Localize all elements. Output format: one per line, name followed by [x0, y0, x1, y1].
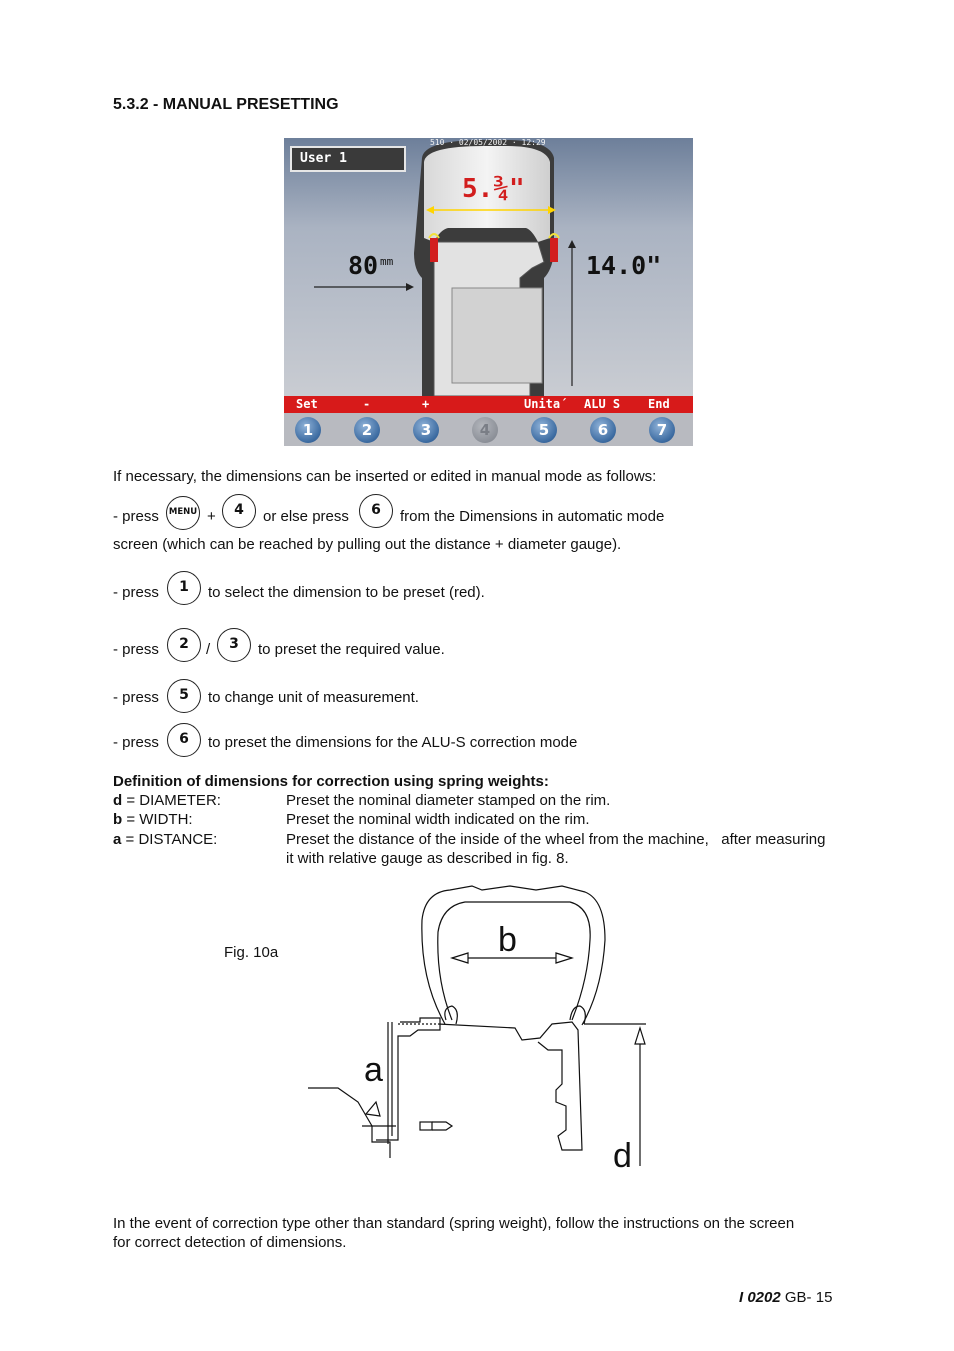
- distance-unit: mm: [380, 255, 394, 268]
- key-6b-icon: 6: [167, 723, 201, 757]
- def-letter: d: [113, 792, 123, 809]
- label-a: a: [364, 1051, 383, 1089]
- wheel-section-diagram: [300, 880, 660, 1180]
- fkey-alus: ALU S: [584, 397, 621, 411]
- def-letter: a: [113, 831, 122, 848]
- key-1-icon: 1: [167, 571, 201, 605]
- step1-orelse: or else press: [263, 508, 349, 525]
- screen-button-2: 2: [354, 417, 380, 443]
- key-5-icon: 5: [167, 679, 201, 713]
- step1-tail: from the Dimensions in automatic mode: [400, 508, 665, 525]
- step3-tail: to preset the required value.: [258, 641, 445, 658]
- screen-button-4: 4: [472, 417, 498, 443]
- definitions-heading: Definition of dimensions for correction using spring weights:: [113, 773, 549, 790]
- step5-tail: to preset the dimensions for the ALU-S correction mode: [208, 734, 578, 751]
- step4-press: - press: [113, 689, 159, 706]
- step1-plus: +: [207, 508, 216, 525]
- step3-press: - press: [113, 641, 159, 658]
- step5-press: - press: [113, 734, 159, 751]
- def-letter: b: [113, 811, 123, 828]
- key-4-icon: 4: [222, 494, 256, 528]
- balancer-screen: [284, 138, 693, 446]
- key-3-icon: 3: [217, 628, 251, 662]
- def-row-a: [113, 830, 217, 849]
- step4-tail: to change unit of measurement.: [208, 689, 419, 706]
- step2-press: - press: [113, 584, 159, 601]
- screen-button-5: 5: [531, 417, 557, 443]
- def-desc: Preset the distance of the inside of the wheel from the machine, after measuring: [286, 831, 826, 848]
- screen-button-7: 7: [649, 417, 675, 443]
- closing-line1: In the event of correction type other than standard (spring weight), follow the instructions on the screen: [113, 1215, 795, 1232]
- key-2-icon: 2: [167, 628, 201, 662]
- page-number: GB- 15: [780, 1289, 833, 1306]
- width-value: 5.¾": [462, 174, 525, 204]
- fkey-set: Set: [296, 397, 318, 411]
- menu-key-icon: MENU: [166, 496, 200, 530]
- function-key-bar: [284, 396, 693, 413]
- label-d: d: [613, 1137, 632, 1175]
- screen-datetime: 510 · 02/05/2002 · 12:29: [430, 138, 546, 147]
- figure-caption: Fig. 10a: [224, 944, 279, 961]
- label-b: b: [498, 921, 517, 959]
- section-title: 5.3.2 - MANUAL PRESETTING: [113, 96, 339, 113]
- def-desc: Preset the nominal width indicated on the rim.: [286, 811, 590, 828]
- step1-line2: screen (which can be reached by pulling out the distance + diameter gauge).: [113, 536, 622, 553]
- screen-user-label: User 1: [290, 146, 406, 172]
- closing-line2: for correct detection of dimensions.: [113, 1234, 347, 1251]
- screen-button-1: 1: [295, 417, 321, 443]
- intro-text: If necessary, the dimensions can be inserted or edited in manual mode as follows:: [113, 468, 657, 485]
- screen-button-3: 3: [413, 417, 439, 443]
- def-name: = WIDTH:: [122, 811, 193, 828]
- step2-tail: to select the dimension to be preset (red).: [208, 584, 485, 601]
- def-desc: Preset the nominal diameter stamped on the rim.: [286, 792, 611, 809]
- page-footer: [739, 1289, 832, 1306]
- doc-code: I 0202: [739, 1289, 781, 1306]
- def-row-b: [113, 810, 193, 829]
- step1-press: - press: [113, 508, 159, 525]
- def-name: = DIAMETER:: [122, 792, 221, 809]
- def-name: = DISTANCE:: [121, 831, 218, 848]
- step3-slash: /: [206, 641, 211, 658]
- key-6-icon: 6: [359, 494, 393, 528]
- fkey-plus: +: [422, 397, 430, 411]
- fkey-unit: Unita´: [524, 397, 568, 411]
- diameter-value: 14.0": [586, 251, 662, 280]
- distance-value: 80: [348, 251, 379, 280]
- screen-button-6: 6: [590, 417, 616, 443]
- fkey-minus: -: [363, 397, 371, 411]
- fkey-end: End: [648, 397, 670, 411]
- def-continuation: it with relative gauge as described in fig. 8.: [286, 850, 569, 867]
- def-row-d: [113, 791, 221, 810]
